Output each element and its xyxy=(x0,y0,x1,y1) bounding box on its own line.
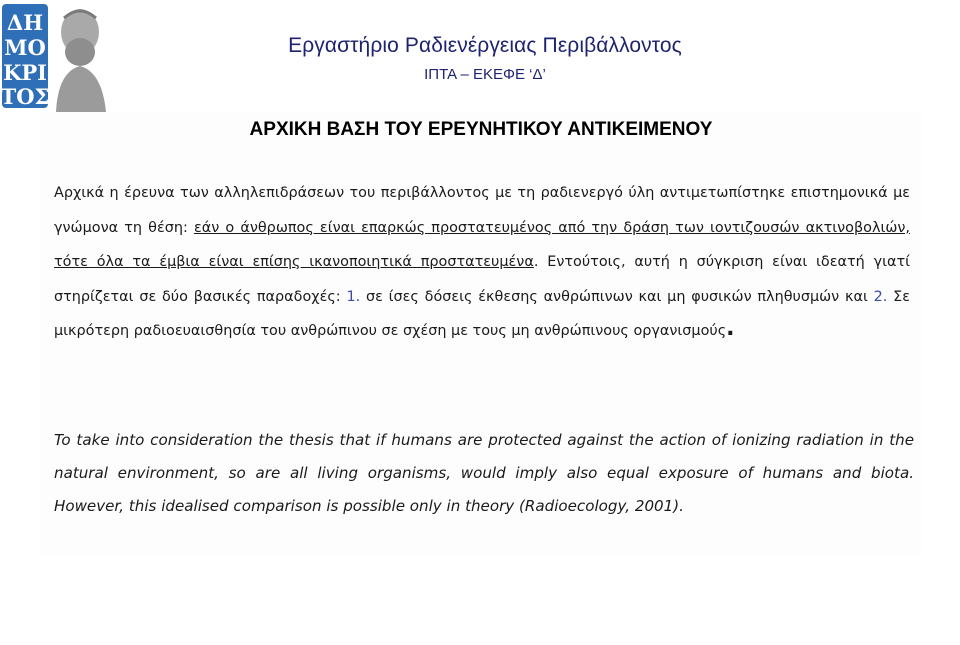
assumption-2: Σε μικρότερη ραδιοευαισθησία του ανθρώπινου σε σχέση με τους μη ανθρώπινους οργανισμούς xyxy=(54,288,911,339)
assumption-number-1: 1. xyxy=(346,288,361,305)
demokritos-logo xyxy=(0,0,108,112)
svg-text:ΚΡΙ: ΚΡΙ xyxy=(3,60,47,85)
greek-thesis-underlined: εάν ο άνθρωπος είναι επαρκώς προστατευμένος από την δράση των ιοντιζουσών ακτινοβολιών, τότε όλα τα έμβια είναι επίσης ικανοποιητικά προστατευμένα xyxy=(54,219,910,270)
section-title: ΑΡΧΙΚΗ ΒΑΣΗ ΤΟΥ ΕΡΕΥΝΗΤΙΚΟΥ ΑΝΤΙΚΕΙΜΕΝΟΥ xyxy=(249,119,713,140)
greek-intro: Αρχικά η έρευνα των αλληλεπιδράσεων του περιβάλλοντος με τη ραδιενεργό ύλη αντιμετωπίστηκε επιστημονικά με γνώμονα τη θέση: xyxy=(54,185,910,236)
svg-text:ΤΟΣ: ΤΟΣ xyxy=(0,84,50,109)
greek-end: . xyxy=(726,316,735,341)
assumption-1: σε ίσες δόσεις έκθεσης ανθρώπινων και μη φυσικών πληθυσμών και xyxy=(360,288,874,305)
svg-text:ΜΟ: ΜΟ xyxy=(4,35,46,60)
lab-subtitle: ΙΠΤΑ – ΕΚΕΦΕ ‘Δ’ xyxy=(424,66,546,83)
svg-text:ΔΗ: ΔΗ xyxy=(6,10,44,35)
greek-mid: . Εντούτοις, αυτή η σύγκριση είναι ιδεατή γιατί στηρίζεται σε δύο βασικές παραδοχές: xyxy=(54,254,910,305)
greek-paragraph xyxy=(54,176,910,349)
assumption-number-2: 2. xyxy=(873,288,888,305)
english-paragraph: To take into consideration the thesis that if humans are protected against the action of ionizing radiation in the natural environment, so are all living organisms, would imply also equal exposure of humans and biota. However, this idealised comparison is possible only in theory (Radioecology, 2001). xyxy=(54,431,914,515)
lab-title: Εργαστήριο Ραδιενέργειας Περιβάλλοντος xyxy=(288,34,682,57)
